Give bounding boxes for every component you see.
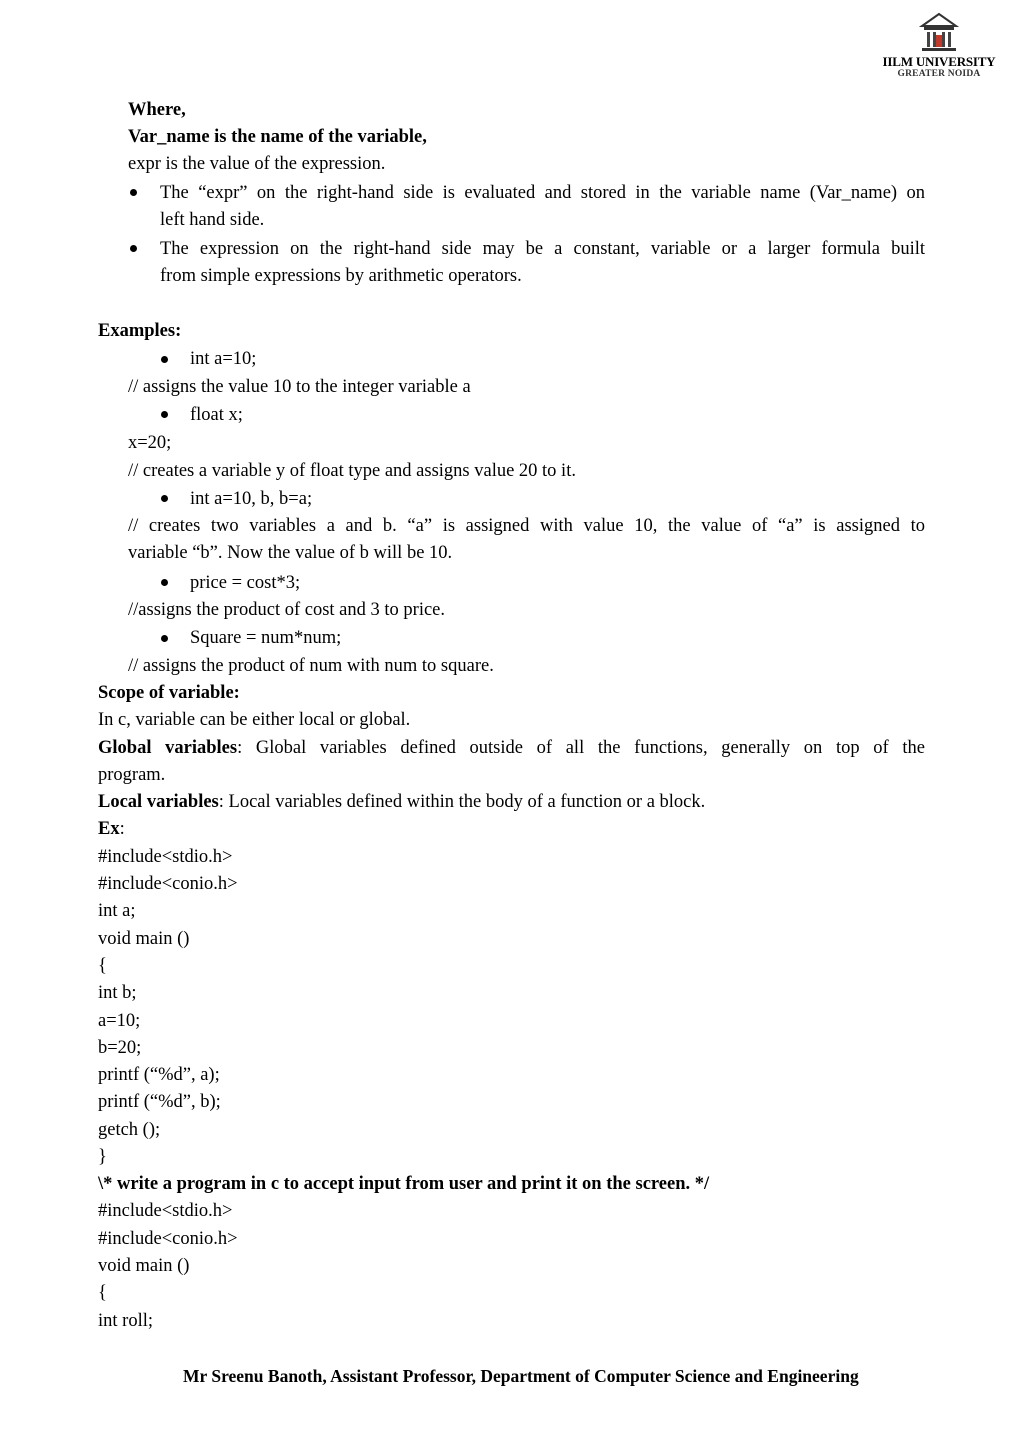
program2-heading: \* write a program in c to accept input from user and print it on the screen. */: [98, 1174, 710, 1194]
example-label: Ex: [98, 819, 120, 839]
local-variables-line: [98, 791, 705, 813]
example2-code2: x=20;: [128, 433, 172, 453]
var-name-definition: Var_name is the name of the variable,: [128, 127, 427, 147]
bullet-icon: [161, 411, 168, 418]
example2-code: float x;: [190, 405, 243, 425]
example5-code: Square = num*num;: [190, 628, 342, 648]
code1-line: int b;: [98, 983, 137, 1003]
bullet1-line1: The “expr” on the right-hand side is evaluated and stored in the variable name (Var_name) on: [160, 183, 925, 203]
bullet-icon: [161, 356, 168, 363]
bullet-icon: [161, 579, 168, 586]
example4-comment: //assigns the product of cost and 3 to price.: [128, 600, 446, 620]
logo-campus-name: GREATER NOIDA: [897, 69, 981, 79]
global-variables-term: Global variables: [98, 738, 238, 758]
example3-code: int a=10, b, b=a;: [190, 489, 313, 509]
examples-heading: Examples:: [98, 321, 182, 341]
university-logo: [880, 12, 998, 90]
code1-line: int a;: [98, 901, 136, 921]
example-label-line: [98, 818, 125, 840]
code1-line: printf (“%d”, a);: [98, 1065, 220, 1085]
local-variables-definition: : Local variables defined within the body of a function or a block.: [218, 792, 706, 812]
code2-line: void main (): [98, 1256, 190, 1276]
bullet-icon: [161, 495, 168, 502]
example1-comment: // assigns the value 10 to the integer variable a: [128, 377, 471, 397]
example-colon: :: [119, 819, 125, 839]
example3-comment-line1: // creates two variables a and b. “a” is assigned with value 10, the value of “a” is assigned to: [128, 516, 925, 536]
scope-heading: Scope of variable:: [98, 683, 240, 703]
code2-line: {: [98, 1283, 107, 1303]
example2-comment: // creates a variable y of float type and assigns value 20 to it.: [128, 461, 576, 481]
example1-code: int a=10;: [190, 349, 257, 369]
code1-line: #include<conio.h>: [98, 874, 238, 894]
bullet2-line1: The expression on the right-hand side may be a constant, variable or a larger formula built: [160, 239, 925, 259]
code1-line: a=10;: [98, 1011, 141, 1031]
global-variables-line1: [98, 737, 925, 759]
code2-line: int roll;: [98, 1311, 153, 1331]
bullet-icon: [130, 189, 137, 196]
code1-line: getch ();: [98, 1120, 161, 1140]
logo-university-name: IILM UNIVERSITY: [882, 54, 996, 69]
code2-line: #include<conio.h>: [98, 1229, 238, 1249]
code1-line: #include<stdio.h>: [98, 847, 233, 867]
code1-line: b=20;: [98, 1038, 142, 1058]
where-label: Where,: [128, 100, 186, 120]
bullet-icon: [161, 635, 168, 642]
global-variables-line2: program.: [98, 765, 166, 785]
bullet-icon: [130, 245, 137, 252]
university-building-icon: [919, 12, 959, 54]
bullet1-line2: left hand side.: [160, 210, 265, 230]
code1-line: {: [98, 956, 107, 976]
expr-definition: expr is the value of the expression.: [128, 154, 386, 174]
example4-code: price = cost*3;: [190, 573, 301, 593]
local-variables-term: Local variables: [98, 792, 219, 812]
code1-line: printf (“%d”, b);: [98, 1092, 221, 1112]
bullet2-line2: from simple expressions by arithmetic operators.: [160, 266, 522, 286]
scope-intro: In c, variable can be either local or global.: [98, 710, 411, 730]
global-variables-definition: : Global variables defined outside of all the functions, generally on top of the: [237, 738, 925, 758]
code1-line: void main (): [98, 929, 190, 949]
example3-comment-line2: variable “b”. Now the value of b will be 10.: [128, 543, 453, 563]
page-footer: Mr Sreenu Banoth, Assistant Professor, Department of Computer Science and Engineering: [183, 1366, 859, 1386]
example5-comment: // assigns the product of num with num to square.: [128, 656, 494, 676]
code1-line: }: [98, 1147, 107, 1167]
code2-line: #include<stdio.h>: [98, 1201, 233, 1221]
